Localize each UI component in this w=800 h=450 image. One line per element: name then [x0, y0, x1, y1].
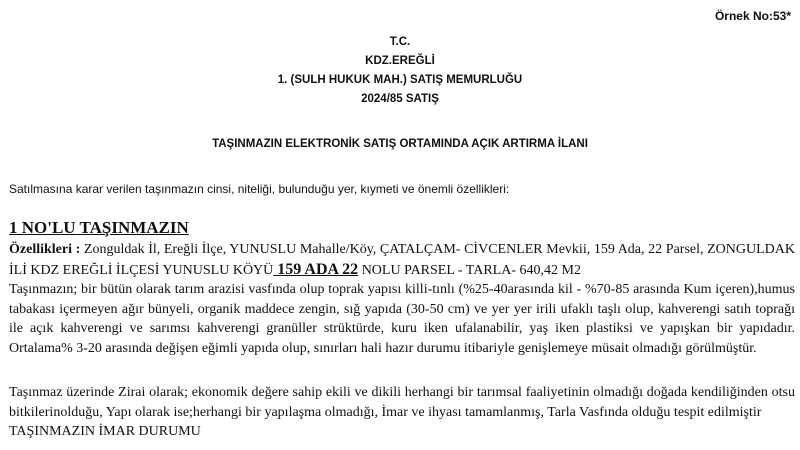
features-text-b: NOLU PARSEL - TARLA- 640,42 M2: [358, 262, 581, 278]
agricultural-text: Taşınmaz üzerinde Zirai olarak; ekonomik değere sahip ekili ve dikili herhangi bir tarımsal faaliyetinin olmadığı doğada kendiliğinden otsu bitkilerinolduğu, Yapı olarak ise;herhangi bir yapılaşma olmadığı, İmar ve ihyası tamamlanmış, Tarla Vasfında olduğu tespit edilmiştir: [9, 385, 795, 420]
header-tc: T.C.: [389, 36, 411, 48]
sample-number: Örnek No:53*: [714, 9, 791, 23]
ada-parsel-number: 159 ADA 22: [273, 260, 359, 278]
property-section-title: 1 NO'LU TAŞINMAZIN: [9, 218, 189, 237]
zoning-status-heading: TAŞINMAZIN İMAR DURUMU: [9, 424, 201, 439]
header-city: KDZ.EREĞLİ: [365, 55, 435, 67]
features-text-a: Zonguldak İl, Ereğli İlçe, YUNUSLU Mahalle/Köy, ÇATALÇAM- CİVCENLER Mevkii, 159 Ada, 22 Parsel, ZONGULDAK İLİ KDZ EREĞLİ İLÇESİ YUNUSLU KÖYÜ: [9, 242, 795, 278]
announcement-title: TAŞINMAZIN ELEKTRONİK SATIŞ ORTAMINDA AÇIK ARTIRMA İLANI: [212, 138, 588, 150]
property-features: [9, 240, 795, 280]
header-case-number: 2024/85 SATIŞ: [361, 93, 439, 105]
intro-text: Satılmasına karar verilen taşınmazın cinsi, niteliği, bulunduğu yer, kıymeti ve önemli özellikleri:: [9, 182, 510, 196]
header-office: 1. (SULH HUKUK MAH.) SATIŞ MEMURLUĞU: [277, 74, 523, 86]
property-details: [9, 240, 795, 358]
agricultural-section: [9, 383, 795, 442]
document-header: [0, 33, 800, 109]
property-description: Taşınmazın; bir bütün olarak tarım arazisi vasfında olup toprak yapısı killi-tınlı (%25-40arasında kil - %70-85 arasında Kum içeren),humus tabakası içermeyen ağır bünyeli, organik maddece zengin, sığ yapıda (30-50 cm) ve yer yer irili ufaklı taşlı olup, kahverengi satıh toprağı ile açık kahverengi ve sarımsı kahverengi granüller strüktürde, kuru iken ufalanabilir, yaş iken plastiksi ve yapışkan bir yapıdadır. Ortalama% 3-20 arasında değişen eğimli yapıda olup, sınırları hali hazır durumu itibariyle genişlemeye müsait olmadığı görülmüştür.: [9, 282, 795, 356]
features-label: Özellikleri :: [9, 242, 81, 257]
